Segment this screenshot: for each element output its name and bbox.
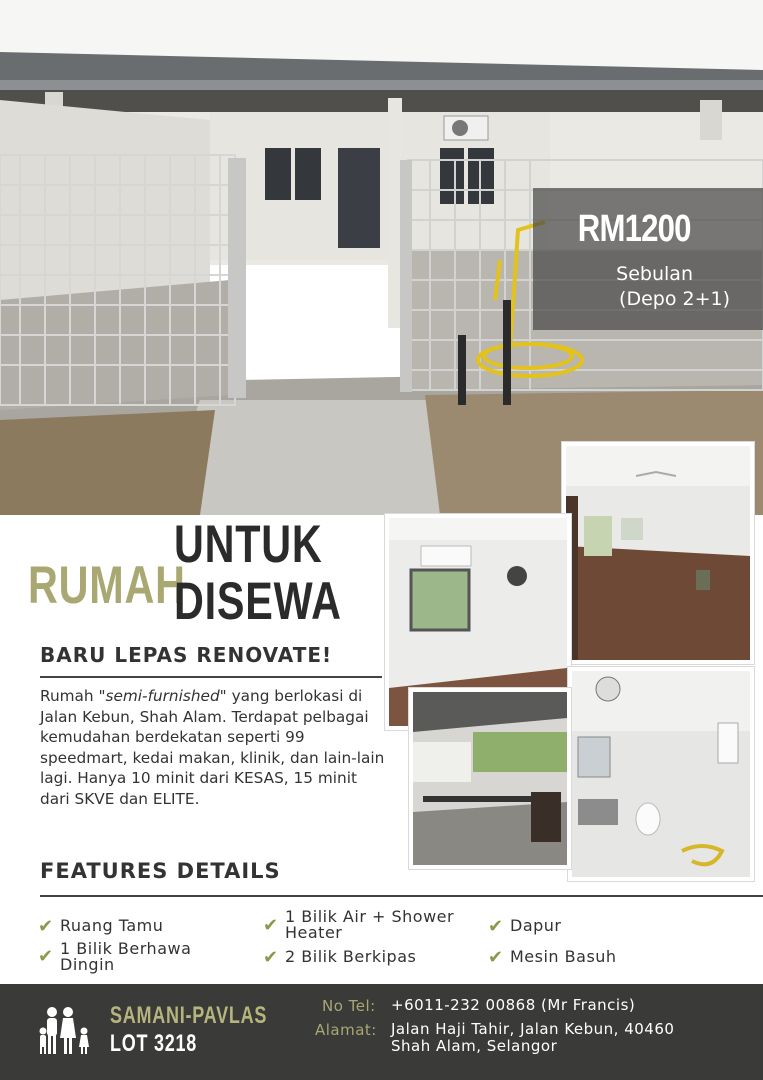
brand-name: SAMANI-PAVLAS — [110, 1002, 268, 1029]
price-box — [533, 188, 763, 330]
feature-item — [488, 947, 690, 968]
family-icon — [36, 1006, 96, 1056]
feature-item — [263, 947, 475, 968]
feature-item — [38, 939, 240, 974]
interior-photo-kitchen — [409, 688, 571, 869]
check-icon: ✔ — [263, 947, 279, 968]
check-icon: ✔ — [38, 916, 54, 937]
title-rumah: RUMAH — [28, 556, 186, 615]
check-icon: ✔ — [488, 916, 504, 937]
feature-item — [38, 916, 240, 937]
interior-photo-bathroom — [568, 667, 754, 881]
feature-item — [488, 916, 690, 937]
feature-label: Ruang Tamu — [60, 916, 164, 935]
address-line2: Shah Alam, Selangor — [391, 1037, 558, 1055]
check-icon: ✔ — [38, 946, 54, 967]
feature-label: Mesin Basuh — [510, 947, 617, 966]
feature-label: 1 Bilik Air + Shower Heater — [285, 907, 455, 942]
title-disewa: DISEWA — [174, 572, 342, 631]
address-line1: Jalan Haji Tahir, Jalan Kebun, 40460 — [391, 1020, 675, 1038]
deposit-terms: (Depo 2+1) — [619, 288, 730, 310]
subheading: BARU LEPAS RENOVATE! — [40, 643, 333, 667]
price-period: Sebulan — [616, 263, 693, 285]
title-untuk: UNTUK — [174, 515, 323, 574]
features-title: FEATURES DETAILS — [40, 859, 281, 883]
check-icon: ✔ — [263, 915, 279, 936]
divider — [40, 895, 763, 897]
brand-lot: LOT 3218 — [110, 1030, 198, 1057]
check-icon: ✔ — [488, 947, 504, 968]
address-label: Alamat: — [315, 1021, 377, 1039]
phone-label: No Tel: — [322, 997, 376, 1015]
feature-item — [263, 907, 465, 942]
feature-label: 2 Bilik Berkipas — [285, 947, 417, 966]
feature-label: 1 Bilik Berhawa Dingin — [60, 939, 192, 974]
phone-number[interactable]: +6011-232 00868 (Mr Francis) — [391, 996, 636, 1014]
price: RM1200 — [578, 208, 691, 250]
description — [40, 686, 385, 809]
interior-photo-room — [562, 442, 754, 664]
description-text: " yang berlokasi di Jalan Kebun, Shah Alam. Terdapat pelbagai kemudahan berdekatan seperti 99 speedmart, kedai makan, klinik, dan lain-lain lagi. Hanya 10 minit dari KESAS, 15 minit dari SKVE dan ELITE. — [40, 687, 385, 808]
description-text: Rumah " — [40, 687, 106, 705]
divider — [40, 676, 382, 678]
feature-label: Dapur — [510, 916, 562, 935]
description-emphasis: semi-furnished — [105, 687, 220, 705]
